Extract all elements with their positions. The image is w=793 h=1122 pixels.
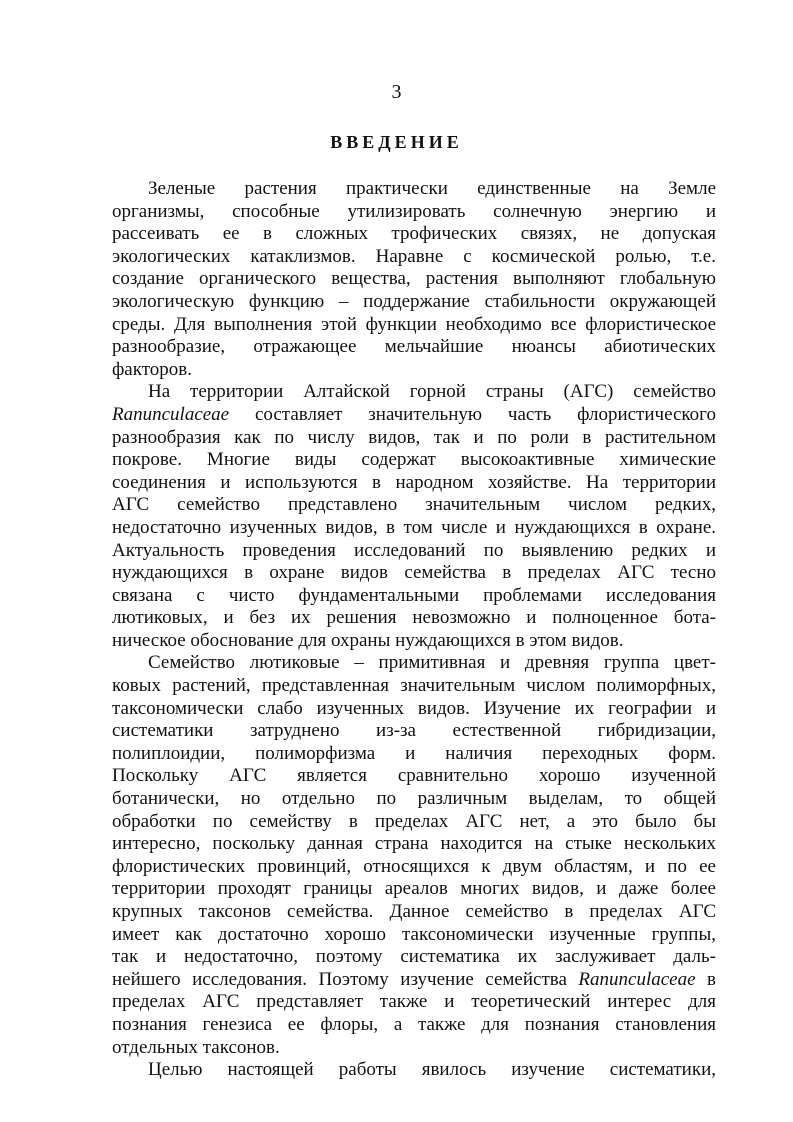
text-line: интересно, поскольку данная страна находится на стыке нескольких [112,833,716,855]
text-fragment: составляет значительную часть флористического [229,403,716,425]
text-line: пределах АГС представляет также и теоретический интерес для [112,991,716,1013]
text-line: так и недостаточно, поэтому систематика их заслуживает даль- [112,946,716,968]
text-line: покрове. Многие виды содержат высокоактивные химические [112,449,716,471]
text-line: создание органического вещества, растения выполняют глобальную [112,268,716,290]
body-text [112,178,716,1082]
text-line: флористических провинций, относящихся к двум областям, и по ее [112,855,716,877]
text-line: имеет как достаточно хорошо таксономически изученные группы, [112,923,716,945]
text-line: территории проходят границы ареалов многих видов, и даже более [112,878,716,900]
text-line: лютиковых, и без их решения невозможно и полноценное бота- [112,607,716,629]
text-line: ническое обоснование для охраны нуждающихся в этом видов. [112,629,624,651]
text-line: ковых растений, представленная значительным числом полиморфных, [112,675,716,697]
text-line: Целью настоящей работы явилось изучение систематики, [148,1059,716,1081]
text-line: экологических катаклизмов. Наравне с космической ролью, т.е. [112,245,716,267]
text-fragment: нейшего исследования. Поэтому изучение семейства [112,968,579,990]
text-line: На территории Алтайской горной страны (АГС) семейство [148,381,716,403]
text-line: таксономически слабо изученных видов. Изучение их географии и [112,697,716,719]
section-heading: ВВЕДЕНИЕ [330,132,463,152]
text-line: соединения и используются в народном хозяйстве. На территории [112,471,716,493]
text-line: рассеивать ее в сложных трофических связях, не допуская [112,223,716,245]
text-line: среды. Для выполнения этой функции необходимо все флористическое [112,313,716,335]
text-line: отдельных таксонов. [112,1036,280,1058]
text-line: организмы, способные утилизировать солнечную энергию и [112,200,716,222]
text-line: крупных таксонов семейства. Данное семейство в пределах АГС [112,901,716,922]
text-line: разнообразие, отражающее мельчайшие нюансы абиотических [112,336,716,358]
text-line: разнообразия как по числу видов, так и по роли в растительном [112,426,716,448]
text-line [112,969,716,992]
text-line: Актуальность проведения исследований по выявлению редких и [112,539,716,561]
text-line: систематики затруднено из-за естественной гибридизации, [112,720,716,742]
text-line: Зеленые растения практически единственные на Земле [148,178,716,199]
text-line [112,404,716,427]
text-line: нуждающихся в охране видов семейства в пределах АГС тесно [112,562,716,584]
text-line: АГС семейство представлено значительным числом редких, [112,494,716,516]
text-line: обработки по семейству в пределах АГС нет, а это было бы [112,810,716,832]
text-line: недостаточно изученных видов, в том числе и нуждающихся в охране. [112,516,716,538]
text-fragment: в [695,968,716,990]
text-line: факторов. [112,358,192,380]
text-line: ботанически, но отдельно по различным выделам, то общей [112,788,716,810]
latin-name: Ranunculaceae [578,968,696,990]
text-line: Поскольку АГС является сравнительно хорошо изученной [112,765,716,787]
text-line: связана с чисто фундаментальными проблемами исследования [112,584,716,606]
text-line: познания генезиса ее флоры, а также для познания становления [112,1013,716,1035]
latin-name: Ranunculaceae [112,403,230,425]
text-line: Семейство лютиковые – примитивная и древняя группа цвет- [148,652,716,674]
page-number: 3 [391,81,402,103]
text-line: полиплоидии, полиморфизма и наличия переходных форм. [112,742,716,764]
text-line: экологическую функцию – поддержание стабильности окружающей [112,290,716,312]
